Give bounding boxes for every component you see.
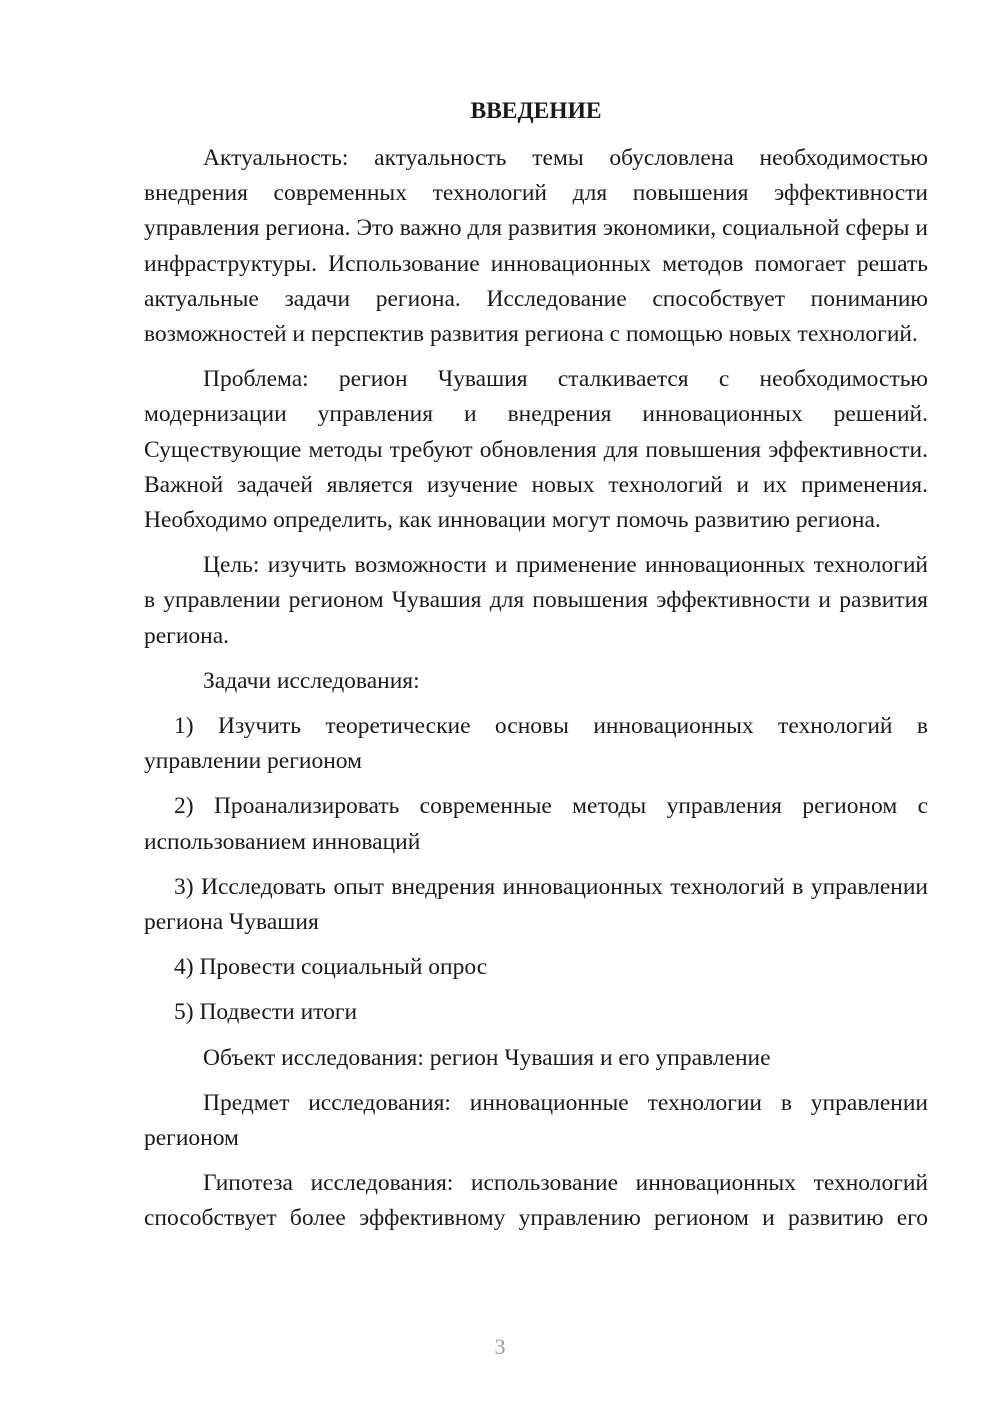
list-item xyxy=(144,789,928,859)
page-number: 3 xyxy=(494,1334,506,1359)
section-heading: ВВЕДЕНИЕ xyxy=(470,98,602,124)
relevance-paragraph: Актуальность: актуальность темы обусловлена необходимостью внедрения современных технологий для повышения эффективности управления региона. Это важно для развития экономики, социальной сферы и инфраструктуры. Использование инновационных методов помогает решать актуальные задачи региона. Исследование способствует пониманию возможностей и перспектив развития региона с помощью новых технологий. xyxy=(144,145,928,348)
list-item-number: 2) xyxy=(174,793,194,820)
problem-paragraph: Проблема: регион Чувашия сталкивается с необходимостью модернизации управления и внедрения инновационных решений. Существующие методы требуют обновления для повышения эффективности. Важной задачей является изучение новых технологий и их применения. Необходимо определить, как инновации могут помочь развитию региона. xyxy=(144,366,928,534)
list-item-text: Проанализировать современные методы управления регионом с использованием инноваций xyxy=(144,793,929,855)
object-paragraph: Объект исследования: регион Чувашия и его управление xyxy=(203,1044,771,1071)
list-item xyxy=(144,709,928,779)
list-item-text: Подвести итоги xyxy=(199,999,358,1026)
list-item xyxy=(144,950,928,985)
tasks-title: Задачи исследования: xyxy=(203,667,420,694)
goal-paragraph: Цель: изучить возможности и применение инновационных технологий в управлении регионом Чувашия для повышения эффективности и развития региона. xyxy=(144,552,928,649)
list-item-text: Исследовать опыт внедрения инновационных технологий в управлении региона Чувашия xyxy=(144,873,928,936)
list-item-number: 1) xyxy=(174,713,194,740)
page-content xyxy=(144,94,928,1247)
list-item xyxy=(144,995,928,1030)
list-item-number: 4) xyxy=(174,954,194,981)
list-item-text: Провести социальный опрос xyxy=(199,954,488,981)
list-item xyxy=(144,870,928,940)
list-item-text: Изучить теоретические основы инновационных технологий в управлении регионом xyxy=(144,713,928,775)
hypothesis-paragraph: Гипотеза исследования: использование инновационных технологий способствует более эффективному управлению регионом и развитию его xyxy=(144,1170,928,1232)
list-item-number: 3) xyxy=(174,873,194,900)
tasks-list xyxy=(144,709,928,1031)
subject-paragraph: Предмет исследования: инновационные технологии в управлении регионом xyxy=(144,1089,928,1152)
list-item-number: 5) xyxy=(174,999,194,1026)
